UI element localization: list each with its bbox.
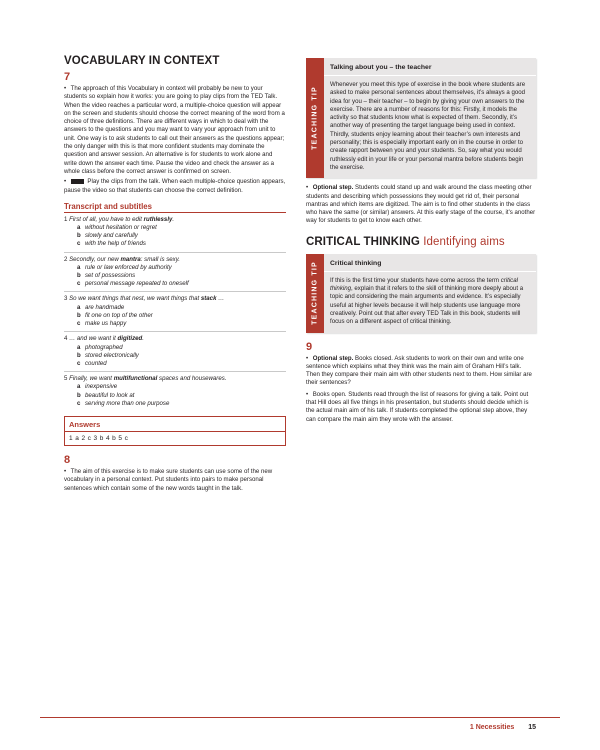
option-b: b slowly and carefully (77, 232, 138, 240)
divider (64, 291, 286, 292)
transcript-question-2: 2 Secondly, our new mantra: small is sexy. a rule or law enforced by authority b set of possessions c personal message repeated to oneself (64, 256, 286, 289)
option-a: a inexpensive (77, 383, 118, 391)
transcript-question-3: 3 So we want things that nest, we want things that stack … a are handmade b fit one on top of the other c make us happy (64, 295, 286, 328)
answers-text: 1 a 2 c 3 b 4 b 5 c (69, 434, 129, 442)
footer-rule (40, 717, 560, 718)
exercise-9-number: 9 (306, 340, 313, 353)
critical-thinking-heading: CRITICAL THINKING Identifying aims (306, 235, 505, 248)
bullet-icon (306, 391, 311, 396)
divider (64, 252, 286, 253)
exercise-8-paragraph: • The aim of this exercise is to make sure students can use some of the new vocabulary in a personal context. Put students into pairs to make personal sentences which contain some of the new words taught in the talk. (64, 468, 286, 493)
divider (64, 331, 286, 332)
option-a: a without hesitation or regret (77, 224, 157, 232)
footer-chapter: 1 Necessities (469, 724, 515, 731)
page-number: 15 (528, 724, 536, 731)
bullet-icon (64, 468, 69, 473)
option-c: c make us happy (77, 320, 127, 328)
transcript-question-5: 5 Finally, we want multifunctional spaces and housewares. a inexpensive b beautiful to look at c serving more than one purpose (64, 375, 286, 408)
exercise-9-paragraph-1: • Optional step. Books closed. Ask students to work on their own and write one sentence which explains what they think was the main aim of Graham Hill’s talk. Then they compare their main aim with other students next to them. How similar are their sentences? (306, 355, 536, 388)
divider (64, 371, 286, 372)
exercise-7-number: 7 (64, 71, 71, 83)
option-a: a rule or law enforced by authority (77, 263, 172, 271)
transcript-question-4: 4 … and we want it digitized. a photographed b stored electronically c counted (64, 335, 286, 368)
bullet-icon (306, 184, 311, 189)
option-a: a photographed (77, 343, 123, 351)
exercise-7-paragraph: • The approach of this Vocabulary in context will probably be new to your students so explain how it works: you are going to play clips from the TED Talk. When the video reaches a particular word, a multiple-choice question will appear on the screen and students should choose the correct meaning of the word from a choice of three definitions. There are different ways in which to deal with the answers to the questions and you may want to vary your approach from unit to unit. One way is to ask students to call out their answers as the questions appear; the only danger with this is that more confident students may dominate the question and answer session. An alternative is for students to work alone and write down the answer each time. Pause the video and check the answer as a whole class before the correct answer is confirmed on screen. (64, 85, 286, 176)
transcript-heading: Transcript and subtitles (64, 202, 286, 213)
option-c: c with the help of friends (77, 240, 146, 248)
section-title: VOCABULARY IN CONTEXT (64, 55, 220, 67)
teaching-tip-title: Critical thinking (324, 254, 536, 272)
bullet-icon (306, 355, 311, 360)
teaching-tip-side-label: TEACHING TIP (306, 58, 324, 178)
exercise-7-video-paragraph: • Play the clips from the talk. When each multiple-choice question appears, pause the video so that students can choose the correct definition. (64, 178, 286, 195)
video-clip-icon (71, 179, 84, 184)
teaching-tip-teacher (306, 58, 536, 178)
exercise-9-paragraph-2: • Books open. Students read through the list of reasons for giving a talk. Point out that Hill does all five things in his presentation, but students should decide which is the actual main aim of his talk. If students completed the optional step above, they can compare the main aim they wrote with the answer. (306, 391, 536, 424)
footer (470, 724, 536, 731)
option-b: b set of possessions (77, 272, 136, 280)
bullet-icon (64, 178, 69, 183)
option-b: b fit one on top of the other (77, 311, 153, 319)
teaching-tip-body: If this is the first time your students have come across the term critical thinking, explain that it refers to the skill of thinking more deeply about a topic and considering the main arguments and evidence. It’s especially useful at higher levels because it will help students use language more creatively. Point out that after every TED Talk in this book, students will focus on a different aspect of critical thinking. (330, 276, 524, 326)
option-c: c personal message repeated to oneself (77, 280, 189, 288)
answers-box (64, 416, 286, 446)
exercise-8-number: 8 (64, 453, 71, 466)
transcript-question-1: 1 First of all, you have to edit ruthlessly. a without hesitation or regret b slowly and carefully c with the help of friends (64, 216, 286, 249)
right-column (306, 58, 536, 424)
teaching-tip-body: Whenever you meet this type of exercise in the book where students are asked to make personal sentences about themselves, it’s always a good idea for you – their teacher – to begin by giving your own answers to the exercise. There are a number of reasons for this: Firstly, it models the activity so that students know what is expected of them. Secondly, it’s another way of presenting the target language being used in context. Thirdly, students enjoy learning about their teacher’s own interests and personality; this is especially important early on in the course in order to create rapport between you and your students. So, say what you would ruthlessly edit in your life or your personal mantra before students begin the exercise. (330, 81, 526, 171)
option-c: c serving more than one purpose (77, 399, 170, 407)
option-b: b stored electronically (77, 351, 139, 359)
teaching-tip-side-label: TEACHING TIP (306, 254, 324, 333)
teaching-tip-critical (306, 254, 536, 333)
option-b: b beautiful to look at (77, 391, 135, 399)
answers-heading: Answers (65, 417, 285, 432)
teaching-tip-title: Talking about you – the teacher (324, 58, 536, 76)
optional-step-paragraph: • Optional step. Students could stand up and walk around the class meeting other students and describing which possessions they would get rid of, their personal mantras and which items are digitized. The aim is to find other students in the class who have the same (or similar) answers. At this early stage of the course, it’s another way for students to get to know each other. (306, 184, 536, 225)
bullet-icon (64, 85, 69, 90)
option-a: a are handmade (77, 303, 125, 311)
left-column (64, 55, 286, 493)
option-c: c counted (77, 359, 107, 367)
